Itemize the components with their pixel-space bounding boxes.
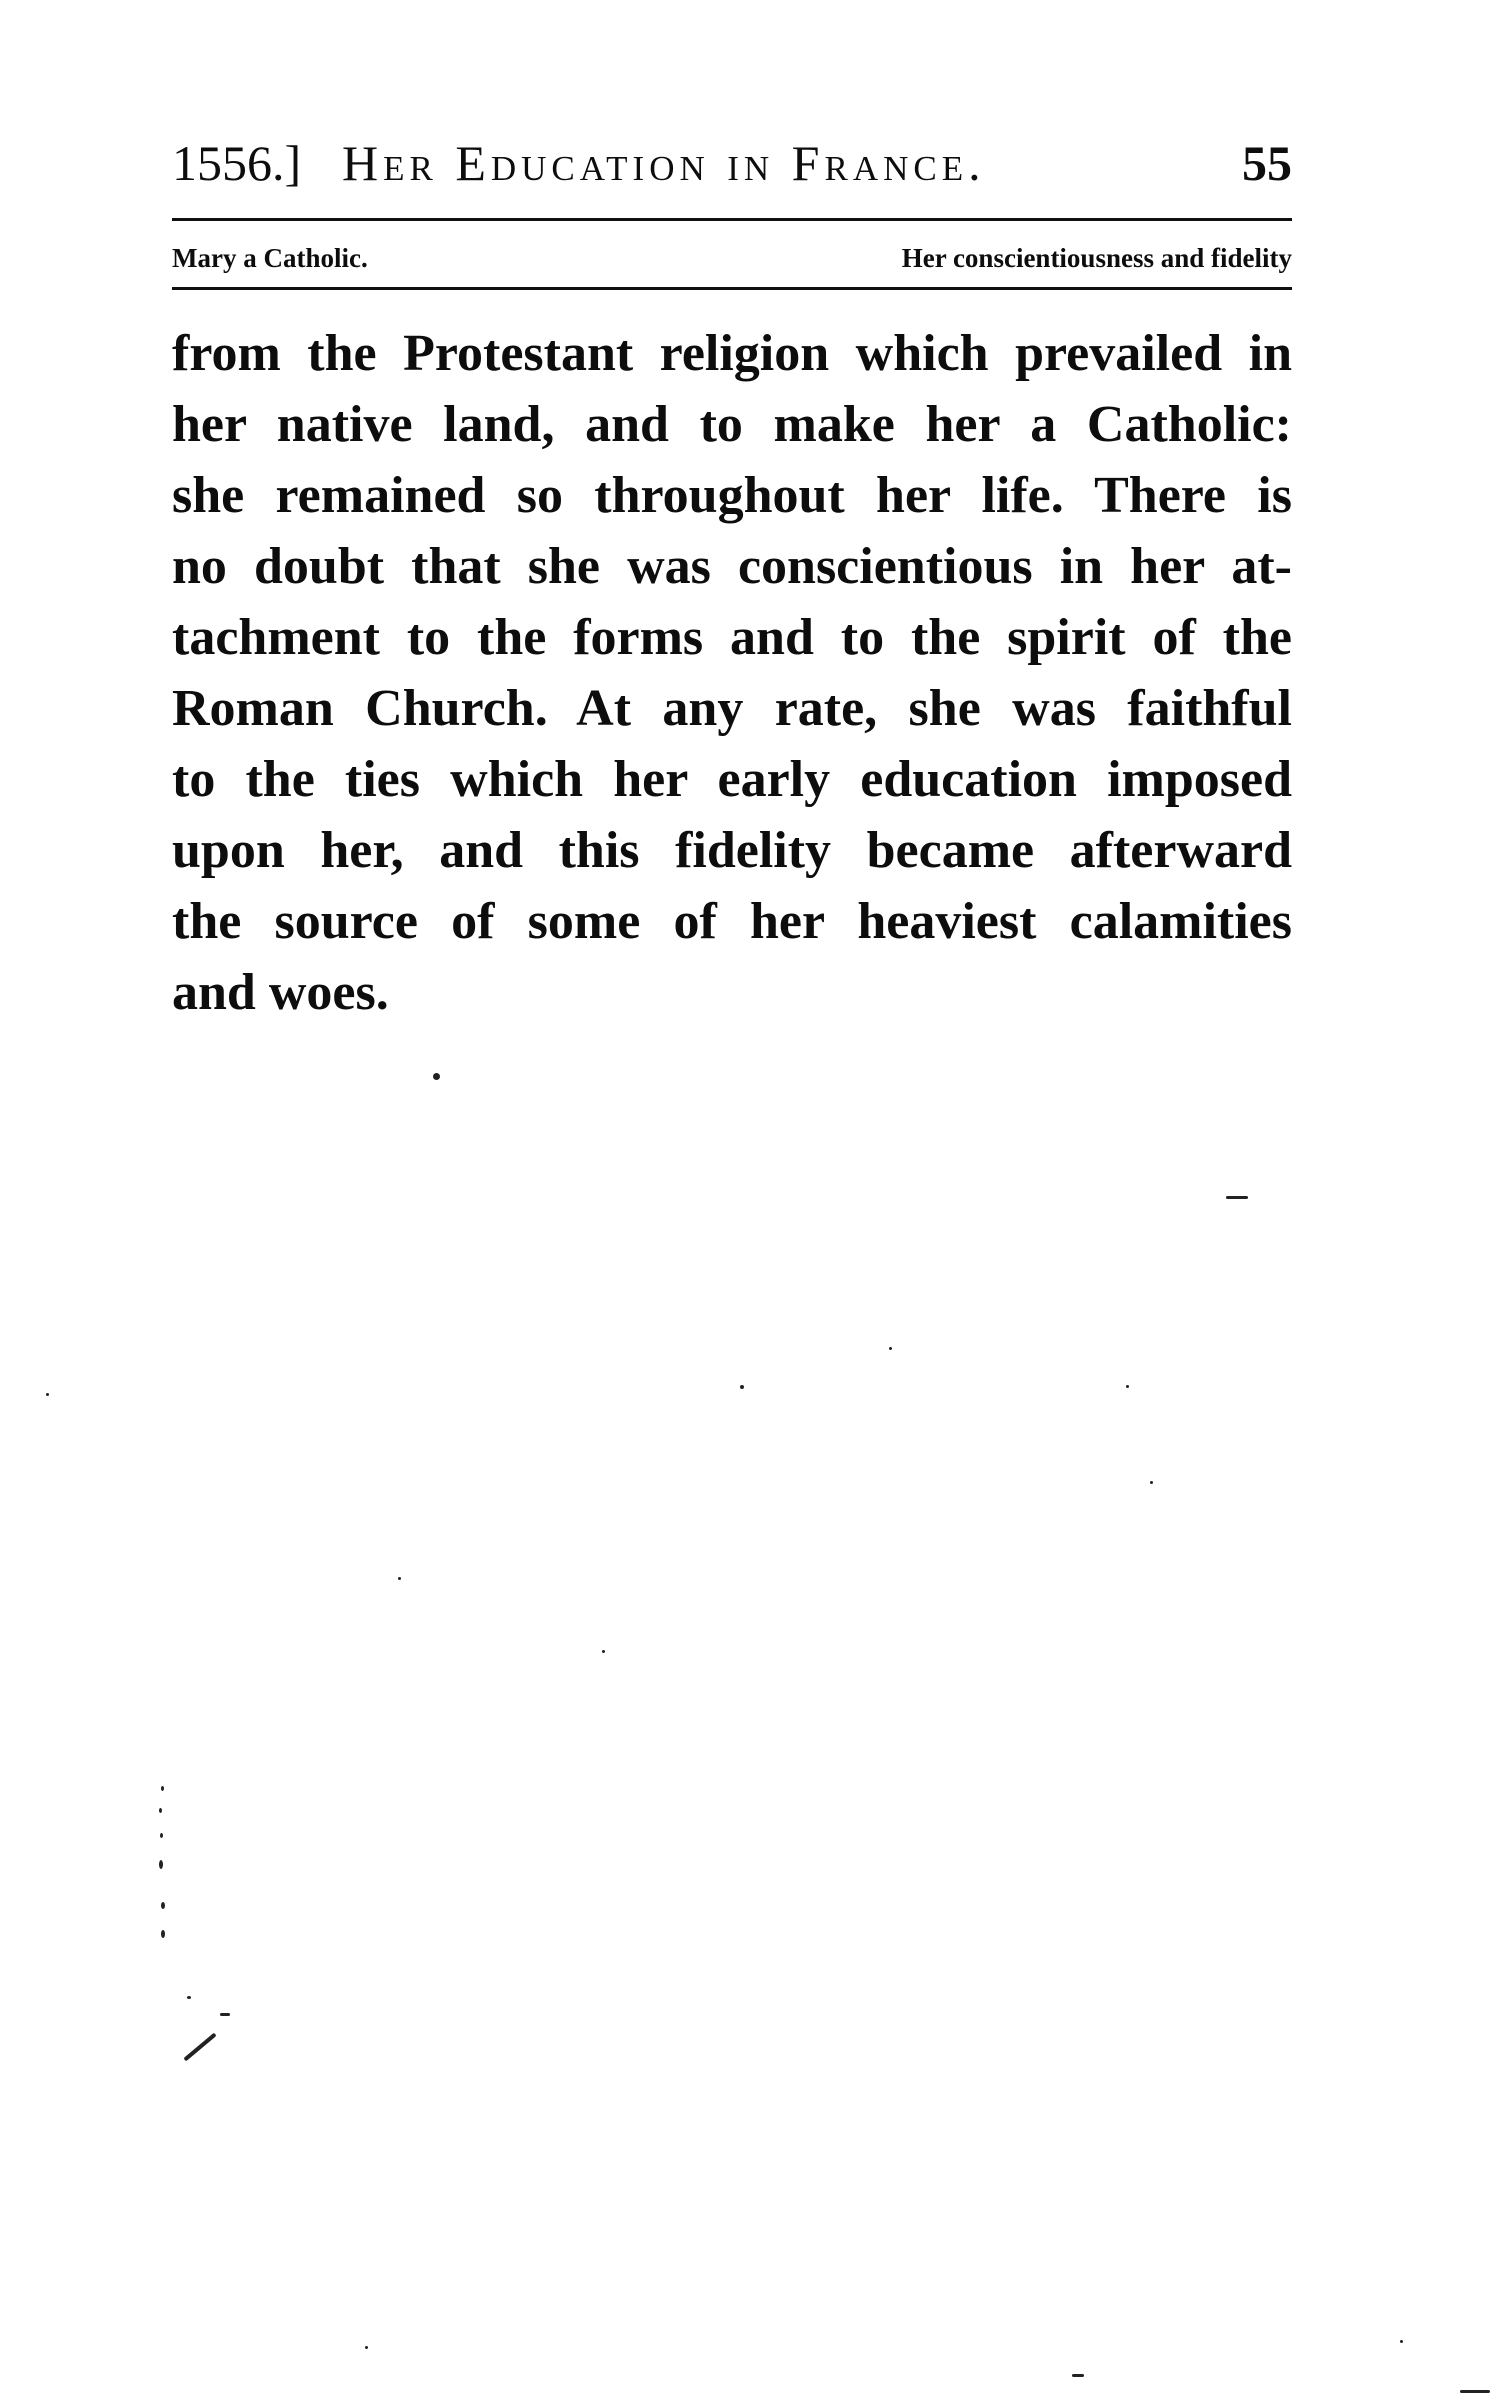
- scan-speck: [183, 2033, 216, 2062]
- scan-speck: [398, 1577, 401, 1580]
- text-line: the source of some of her heaviest calamities: [172, 893, 1292, 950]
- scan-speck: [740, 1385, 744, 1389]
- scan-speck: [46, 1393, 49, 1396]
- scan-speck: [160, 1833, 163, 1838]
- text-line: she remained so throughout her life. There is: [172, 467, 1292, 524]
- scan-speck: [161, 1930, 165, 1938]
- header-rule-top: [172, 218, 1292, 221]
- scan-speck: [1126, 1385, 1129, 1388]
- scan-speck: [159, 1860, 163, 1869]
- scan-speck: [187, 1996, 191, 1999]
- text-line: from the Protestant religion which prevailed in: [172, 325, 1292, 382]
- scan-speck: [1150, 1481, 1153, 1484]
- text-line: her native land, and to make her a Catholic:: [172, 396, 1292, 453]
- scan-speck: [161, 1786, 164, 1791]
- text-line: no doubt that she was conscientious in her at-: [172, 538, 1292, 595]
- scan-speck: [433, 1073, 440, 1080]
- header-rule-bottom: [172, 287, 1292, 290]
- page-number: 55: [1242, 135, 1292, 191]
- sidenote-left: Mary a Catholic.: [172, 243, 368, 273]
- scan-speck: [1400, 2340, 1403, 2343]
- body-paragraph: [172, 318, 1292, 1028]
- scan-speck: [220, 2013, 230, 2016]
- scan-speck: [1460, 2390, 1490, 2393]
- running-head-title: Her Education in France.: [342, 135, 986, 191]
- running-head-year: 1556.]: [172, 135, 302, 191]
- sidenotes: [172, 238, 1292, 278]
- text-line: tachment to the forms and to the spirit of the: [172, 609, 1292, 666]
- sidenote-right: Her conscientiousness and fidelity: [901, 243, 1292, 273]
- scan-speck: [161, 1902, 165, 1909]
- text-line: to the ties which her early education imposed: [172, 751, 1292, 808]
- running-head: [172, 128, 1292, 198]
- scan-speck: [1072, 2374, 1084, 2377]
- text-line: and woes.: [172, 964, 389, 1021]
- text-line: Roman Church. At any rate, she was faithful: [172, 680, 1292, 737]
- scan-speck: [159, 1808, 162, 1813]
- scan-speck: [365, 2346, 368, 2349]
- text-line: upon her, and this fidelity became afterward: [172, 822, 1292, 879]
- scan-speck: [1226, 1196, 1248, 1199]
- scan-speck: [602, 1650, 605, 1653]
- scan-speck: [889, 1347, 892, 1350]
